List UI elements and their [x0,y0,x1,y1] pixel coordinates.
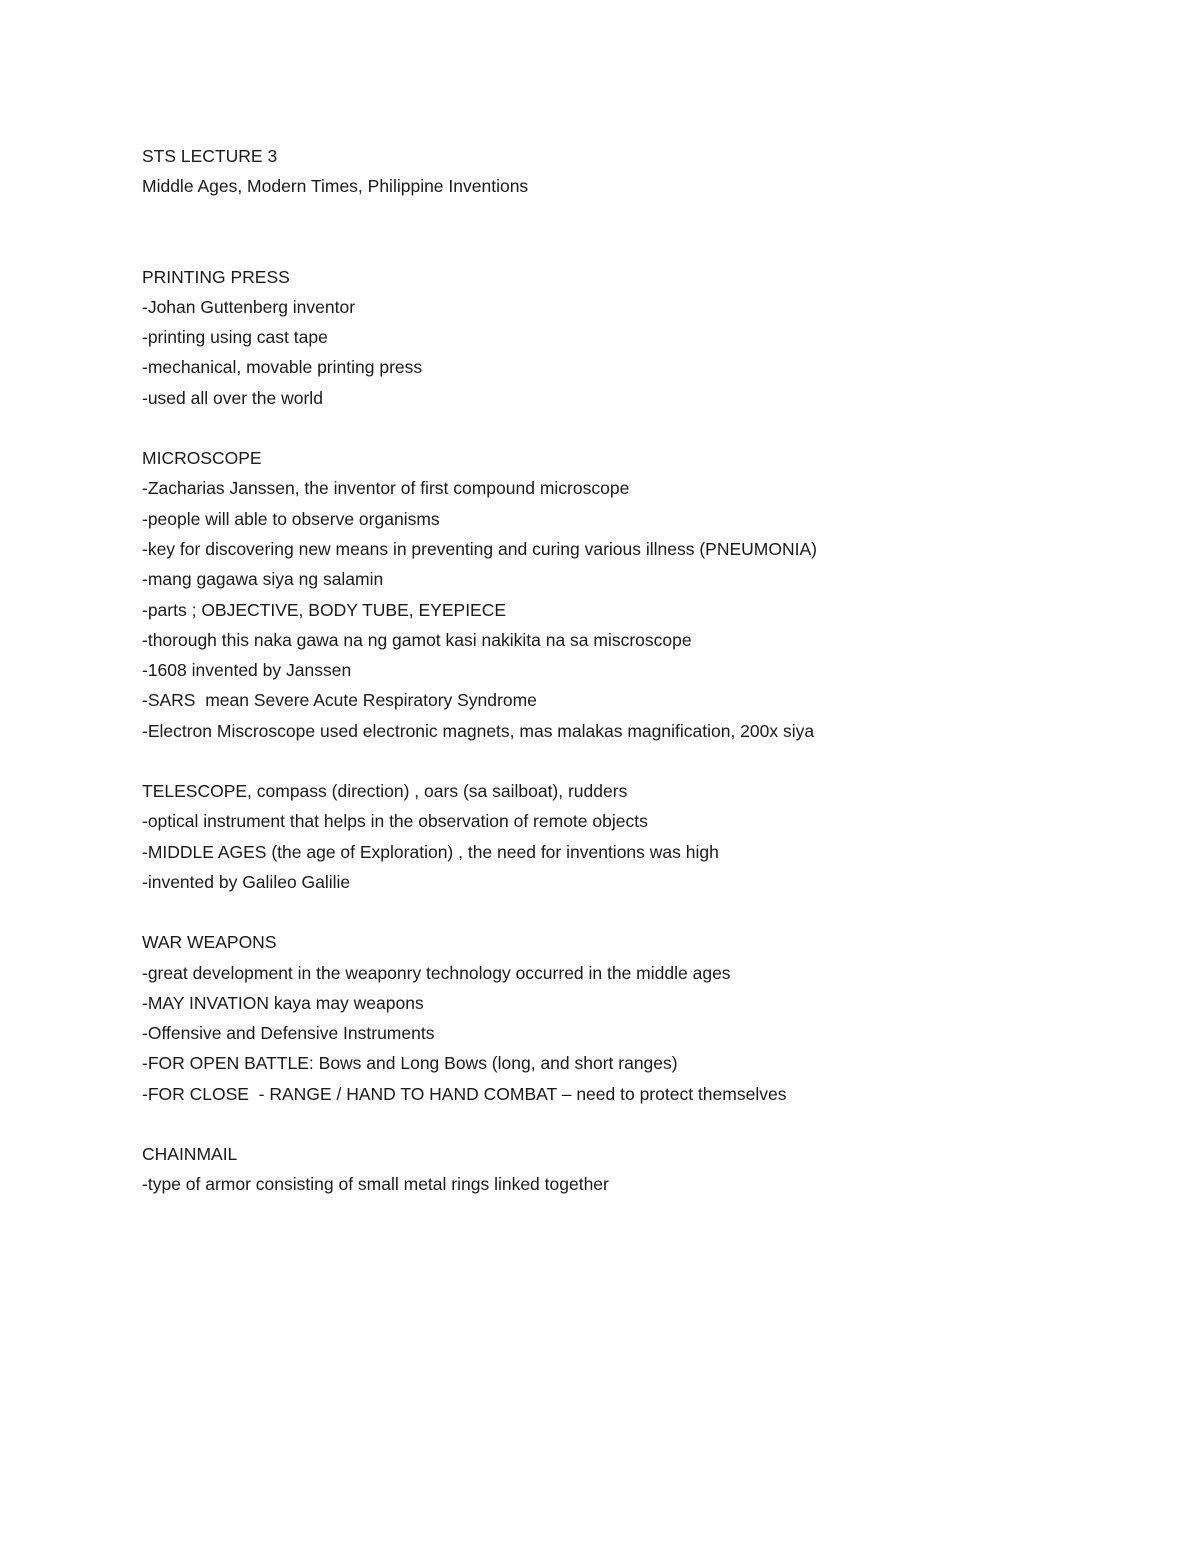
document-subtitle: Middle Ages, Modern Times, Philippine Inventions [142,176,529,197]
note-line: -people will able to observe organisms [142,508,440,529]
note-line: -invented by Galileo Galilie [142,871,351,892]
section-heading: CHAINMAIL [142,1144,238,1165]
note-line: -SARS mean Severe Acute Respiratory Syndrome [142,690,537,711]
document-header [142,141,1102,202]
note-line: -MAY INVATION kaya may weapons [142,992,424,1013]
note-line: -FOR CLOSE - RANGE / HAND TO HAND COMBAT – need to protect themselves [142,1083,787,1104]
section-telescope [142,776,1102,897]
note-line: -MIDDLE AGES (the age of Exploration) , the need for inventions was high [142,841,719,862]
section-heading: TELESCOPE, compass (direction) , oars (sa sailboat), rudders [142,781,628,802]
note-line: -thorough this naka gawa na ng gamot kasi nakikita na sa miscroscope [142,629,692,650]
section-heading: PRINTING PRESS [142,266,290,287]
note-line: -Offensive and Defensive Instruments [142,1023,435,1044]
note-line: -type of armor consisting of small metal rings linked together [142,1174,609,1195]
note-line: -printing using cast tape [142,327,328,348]
note-line: -Electron Miscroscope used electronic magnets, mas malakas magnification, 200x siya [142,720,815,741]
document-title: STS LECTURE 3 [142,146,278,166]
document-body [142,141,1102,1230]
note-line: -key for discovering new means in preventing and curing various illness (PNEUMONIA) [142,538,817,559]
section-microscope [142,443,1102,746]
section-chainmail [142,1139,1102,1200]
note-line: -parts ; OBJECTIVE, BODY TUBE, EYEPIECE [142,599,507,620]
note-line: -mang gagawa siya ng salamin [142,569,384,590]
note-line: -FOR OPEN BATTLE: Bows and Long Bows (long, and short ranges) [142,1053,678,1074]
note-line: -used all over the world [142,387,323,408]
section-heading: WAR WEAPONS [142,932,277,953]
note-line: -mechanical, movable printing press [142,357,423,378]
section-heading: MICROSCOPE [142,448,262,469]
note-line: -Zacharias Janssen, the inventor of first compound microscope [142,478,630,499]
note-line: -optical instrument that helps in the observation of remote objects [142,811,648,832]
note-line: -great development in the weaponry technology occurred in the middle ages [142,962,731,983]
note-line: -Johan Guttenberg inventor [142,296,356,317]
section-war-weapons [142,927,1102,1109]
note-line: -1608 invented by Janssen [142,660,352,681]
section-printing-press [142,262,1102,413]
